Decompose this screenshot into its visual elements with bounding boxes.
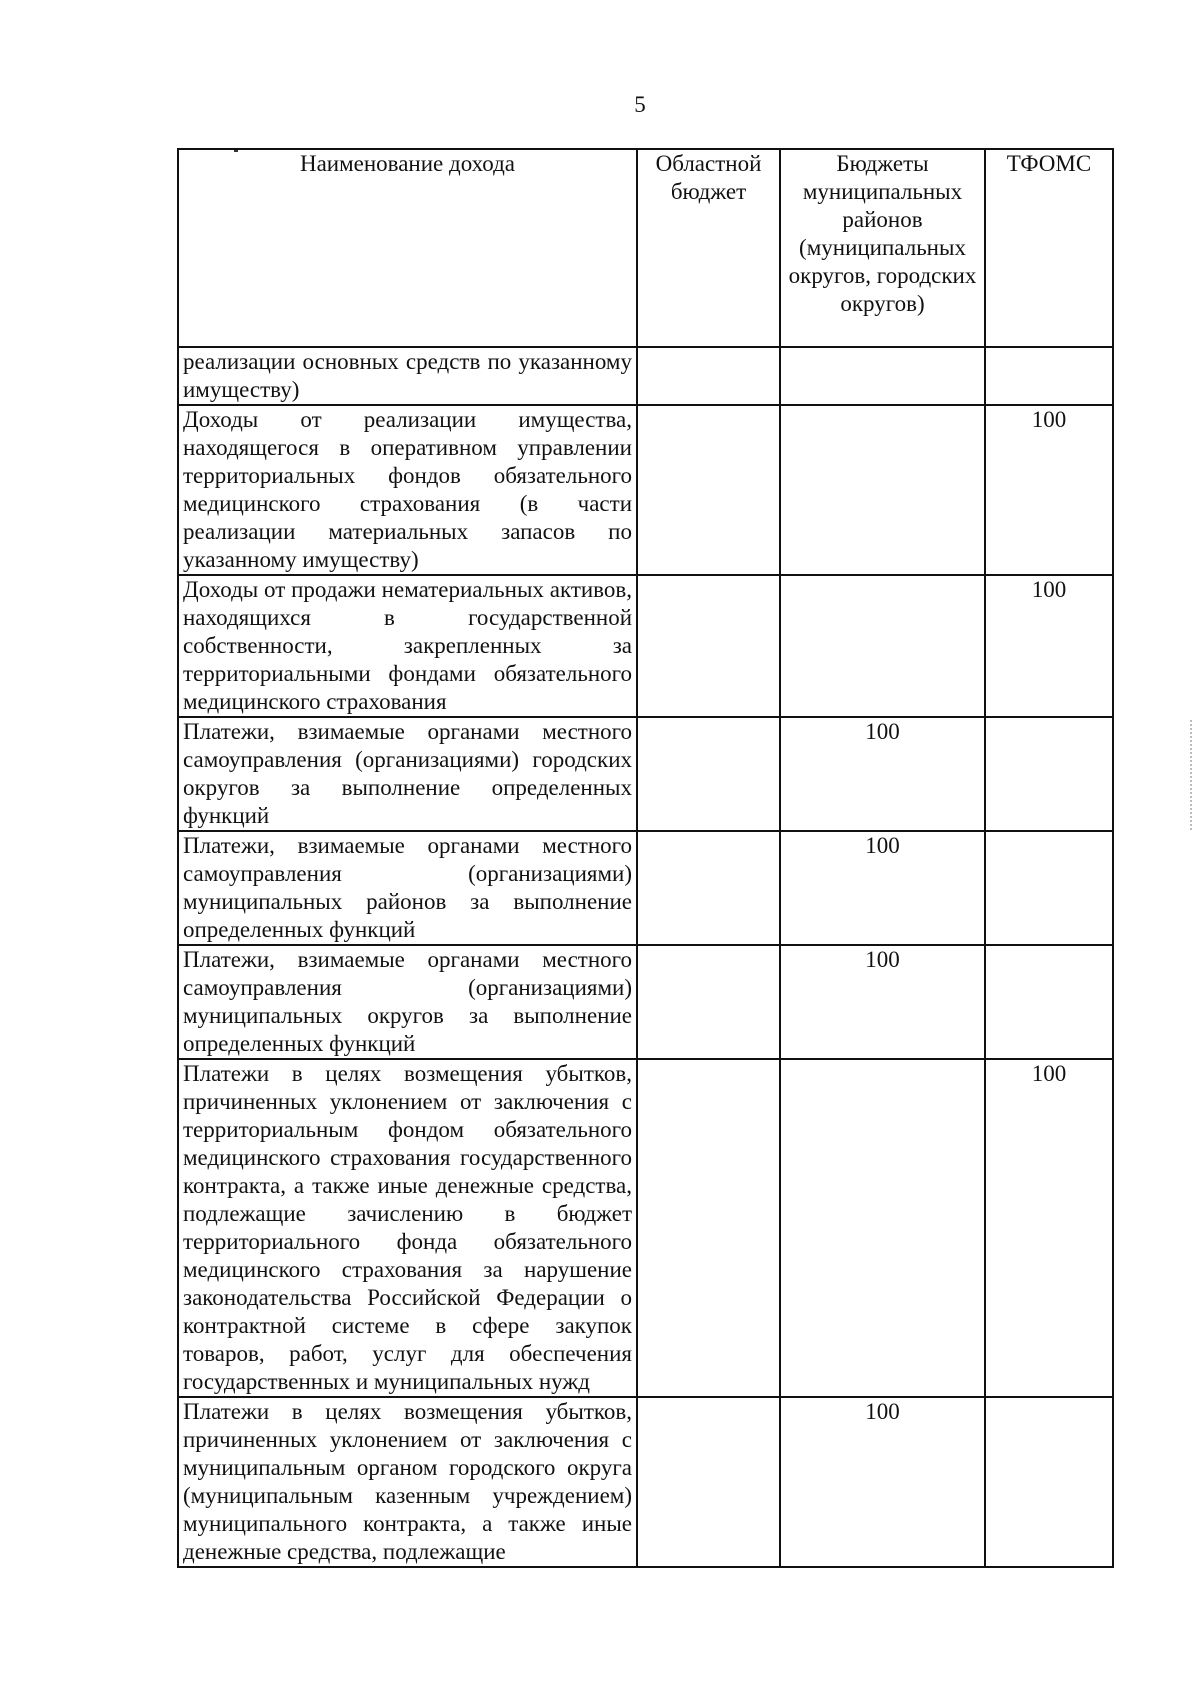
scan-edge-artifact [1190,720,1194,830]
regional-budget-cell [637,1397,780,1567]
regional-budget-cell [637,717,780,831]
header-tfoms: ТФОМС [985,149,1113,347]
tfoms-cell: 100 [985,575,1113,717]
income-name-cell: Платежи, взимаемые органами местного самоуправления (организациями) городских округов за выполнение определенных функций [178,717,637,831]
municipal-budget-cell [780,575,985,717]
tfoms-cell: 100 [985,405,1113,575]
municipal-budget-cell: 100 [780,717,985,831]
table-row [178,1059,1113,1397]
municipal-budget-cell: 100 [780,1397,985,1567]
table-row [178,575,1113,717]
table-row [178,717,1113,831]
regional-budget-cell [637,347,780,405]
tfoms-cell [985,347,1113,405]
municipal-budget-cell [780,405,985,575]
municipal-budget-cell [780,347,985,405]
regional-budget-cell [637,831,780,945]
table-row [178,1397,1113,1567]
income-name-cell: Платежи, взимаемые органами местного самоуправления (организациями) муниципальных районов за выполнение определенных функций [178,831,637,945]
table-row [178,945,1113,1059]
income-name-cell: Платежи в целях возмещения убытков, причиненных уклонением от заключения с территориальным фондом обязательного медицинского страхования государственного контракта, а также иные денежные средства, подлежащие зачислению в бюджет территориального фонда обязательного медицинского страхования за нарушение законодательства Российской Федерации о контрактной системе в сфере закупок товаров, работ, услуг для обеспечения государственных и муниципальных нужд [178,1059,637,1397]
income-distribution-table [177,148,1114,1568]
income-name-cell: Платежи, взимаемые органами местного самоуправления (организациями) муниципальных округов за выполнение определенных функций [178,945,637,1059]
regional-budget-cell [637,945,780,1059]
tfoms-cell: 100 [985,1059,1113,1397]
tfoms-cell [985,945,1113,1059]
regional-budget-cell [637,405,780,575]
table-header-row [178,149,1113,347]
table-row [178,405,1113,575]
income-name-cell: реализации основных средств по указанному имуществу) [178,347,637,405]
table-row [178,831,1113,945]
tfoms-cell [985,717,1113,831]
municipal-budget-cell: 100 [780,945,985,1059]
header-regional-budget: Областной бюджет [637,149,780,347]
municipal-budget-cell [780,1059,985,1397]
tfoms-cell [985,1397,1113,1567]
header-municipal-budgets: Бюджеты муниципальных районов (муниципальных округов, городских округов) [780,149,985,347]
regional-budget-cell [637,1059,780,1397]
municipal-budget-cell: 100 [780,831,985,945]
income-name-cell: Платежи в целях возмещения убытков, причиненных уклонением от заключения с муниципальным органом городского округа (муниципальным казенным учреждением) муниципального контракта, а также иные денежные средства, подлежащие [178,1397,637,1567]
income-name-cell: Доходы от продажи нематериальных активов, находящихся в государственной собственности, закрепленных за территориальными фондами обязательного медицинского страхования [178,575,637,717]
regional-budget-cell [637,575,780,717]
page-number: 5 [634,92,646,117]
tfoms-cell [985,831,1113,945]
header-income-name: Наименование дохода [178,149,637,347]
income-name-cell: Доходы от реализации имущества, находящегося в оперативном управлении территориальных фондов обязательного медицинского страхования (в части реализации материальных запасов по указанному имуществу) [178,405,637,575]
table-row [178,347,1113,405]
